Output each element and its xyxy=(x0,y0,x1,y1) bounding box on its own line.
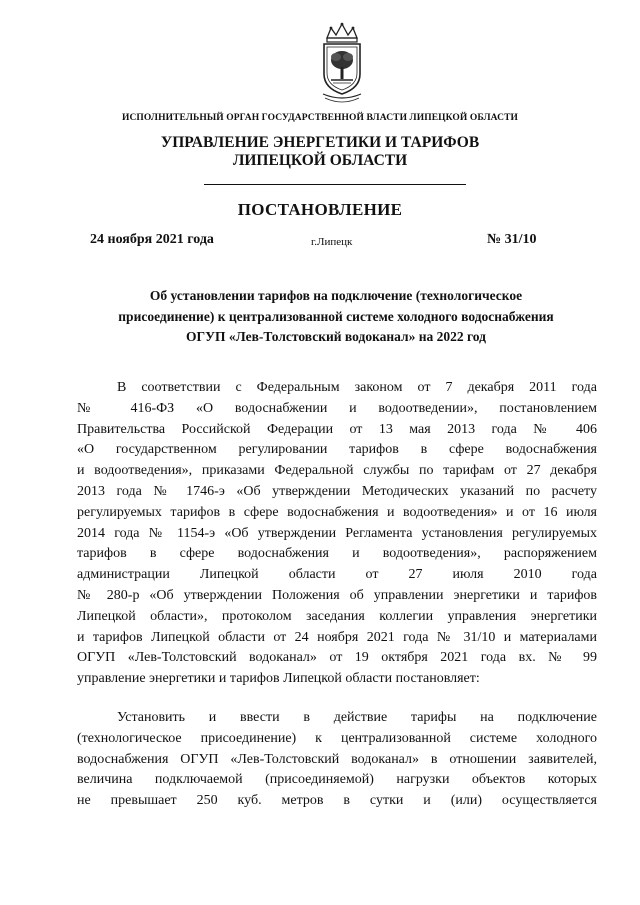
department-line-2: ЛИПЕЦКОЙ ОБЛАСТИ xyxy=(232,152,408,169)
subject-line-1: Об установлении тарифов на подключение (технологическое xyxy=(149,288,523,303)
document-number: № 31/10 xyxy=(487,232,537,247)
paragraph-line: тарифов в сфере водоснабжения и водоотведения», распоряжением xyxy=(77,546,597,562)
paragraph-line: и тарифов Липецкой области от 24 ноября 2021 года № 31/10 и материалами xyxy=(77,629,597,645)
body-paragraph-1 xyxy=(77,378,597,690)
paragraph-line: Правительства Российской Федерации от 13 мая 2013 года № 406 xyxy=(77,421,597,437)
paragraph-line: управление энергетики и тарифов Липецкой области постановляет: xyxy=(77,671,480,687)
document-type: ПОСТАНОВЛЕНИЕ xyxy=(237,200,403,219)
paragraph-line: № 416-ФЗ «О водоснабжении и водоотведении», постановлением xyxy=(77,400,597,416)
paragraph-line: водоснабжения ОГУП «Лев-Толстовский водоканал» в отношении заявителей, xyxy=(77,751,597,767)
paragraph-line: регулируемых тарифов в сфере водоснабжения и водоотведения» и от 16 июля xyxy=(77,504,597,520)
document-subject xyxy=(86,286,586,348)
paragraph-line: величина подключаемой (присоединяемой) нагрузки объектов которых xyxy=(77,772,597,788)
paragraph-line: В соответствии с Федеральным законом от 7 декабря 2011 года xyxy=(117,380,597,395)
paragraph-line: Липецкой области», протоколом заседания коллегии управления энергетики xyxy=(77,608,597,624)
document-city: г.Липецк xyxy=(311,236,353,248)
paragraph-line: Установить и ввести в действие тарифы на подключение xyxy=(117,710,597,725)
paragraph-line: не превышает 250 куб. метров в сутки и (или) осуществляется xyxy=(77,793,597,809)
organization-title: ИСПОЛНИТЕЛЬНЫЙ ОРГАН ГОСУДАРСТВЕННОЙ ВЛАСТИ ЛИПЕЦКОЙ ОБЛАСТИ xyxy=(121,113,519,123)
paragraph-line: «О государственном регулировании тарифов в сфере водоснабжения xyxy=(77,442,597,458)
document-date: 24 ноября 2021 года xyxy=(90,232,214,247)
coat-of-arms-icon xyxy=(319,22,365,104)
paragraph-line: 2014 года № 1154-э «Об утверждении Регламента установления регулируемых xyxy=(77,525,597,541)
paragraph-line: ОГУП «Лев-Толстовский водоканал» от 19 октября 2021 года вх. № 99 xyxy=(77,650,597,666)
subject-line-3: ОГУП «Лев-Толстовский водоканал» на 2022 год xyxy=(186,329,486,344)
paragraph-line: администрации Липецкой области от 27 июля 2010 года xyxy=(77,567,597,583)
body-paragraph-2 xyxy=(77,708,597,812)
paragraph-line: (технологическое присоединение) к централизованной системе холодного xyxy=(77,730,597,746)
paragraph-line: № 280-р «Об утверждении Положения об управлении энергетики и тарифов xyxy=(77,587,597,603)
header-divider xyxy=(204,184,466,185)
subject-line-2: присоединение) к централизованной системе холодного водоснабжения xyxy=(118,308,554,324)
paragraph-line: и водоотведения», приказами Федеральной службы по тарифам от 27 декабря xyxy=(77,463,597,479)
department-title xyxy=(0,134,640,170)
department-line-1: УПРАВЛЕНИЕ ЭНЕРГЕТИКИ И ТАРИФОВ xyxy=(160,134,480,151)
paragraph-line: 2013 года № 1746-э «Об утверждении Методических указаний по расчету xyxy=(77,483,597,499)
